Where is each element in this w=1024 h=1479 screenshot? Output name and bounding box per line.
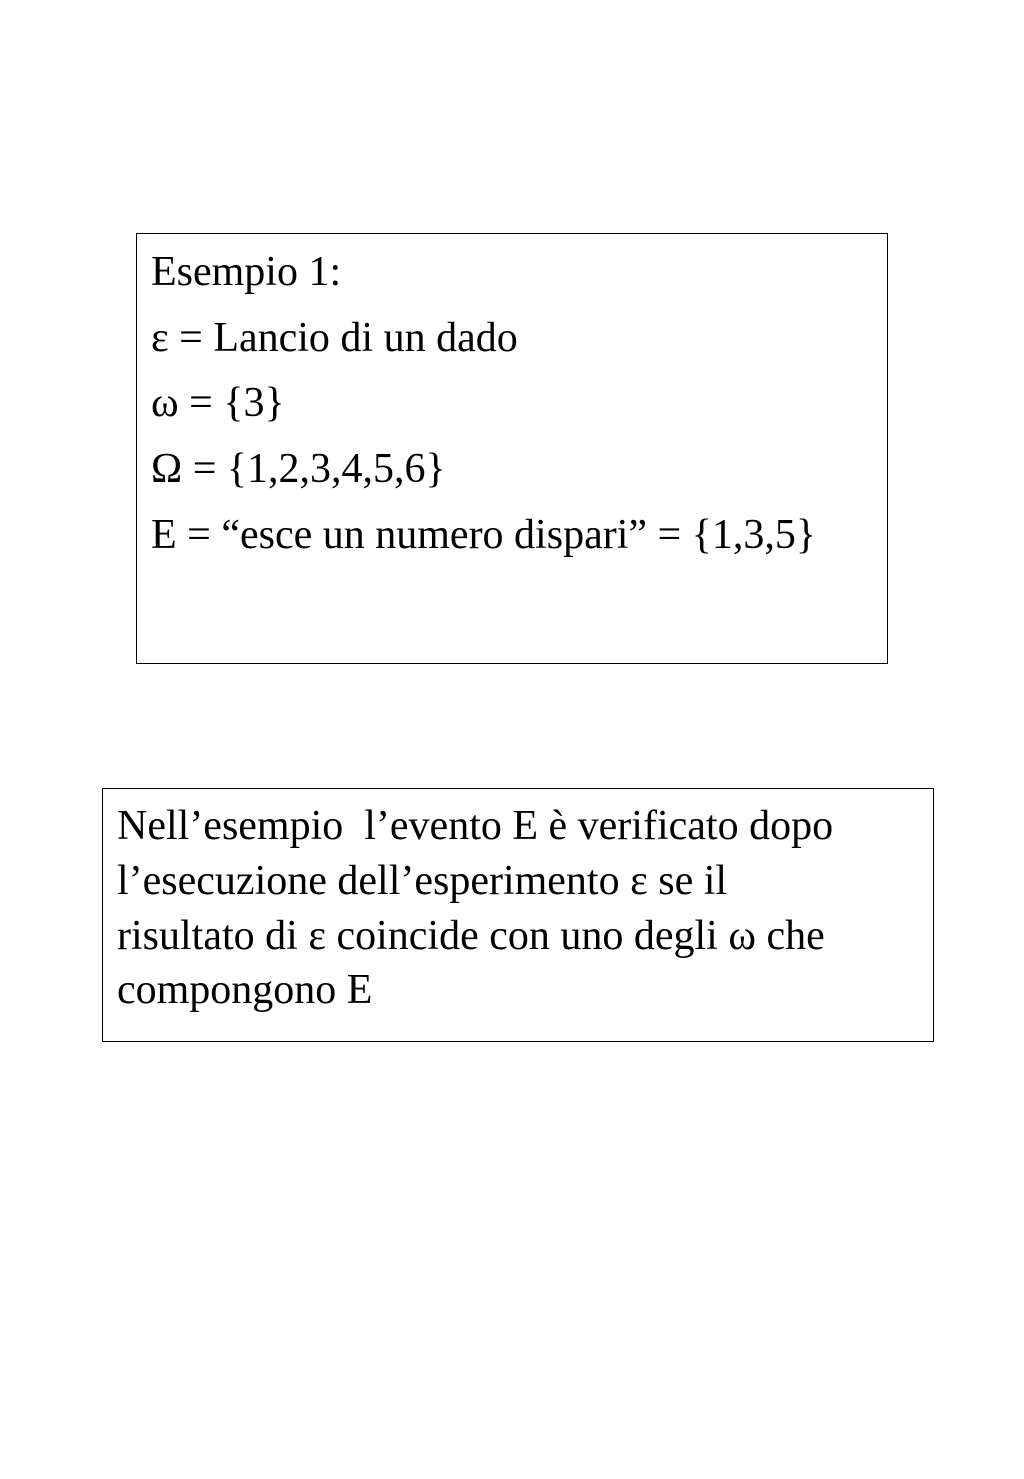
outcome-definition: ω = {3} — [151, 380, 285, 426]
explanation-box — [102, 788, 934, 1042]
event-definition: E = “esce un numero dispari” = {1,3,5} — [151, 512, 817, 558]
example-box — [136, 233, 888, 664]
explanation-line: risultato di ε coincide con uno degli ω che — [117, 913, 825, 959]
sample-space-definition: Ω = {1,2,3,4,5,6} — [151, 446, 446, 492]
explanation-line: compongono E — [117, 967, 373, 1013]
experiment-definition: ε = Lancio di un dado — [151, 315, 518, 361]
example-title: Esempio 1: — [151, 249, 342, 295]
explanation-line: l’esecuzione dell’esperimento ε se il — [117, 858, 728, 904]
explanation-line: Nell’esempio l’evento E è verificato dopo — [117, 803, 834, 849]
